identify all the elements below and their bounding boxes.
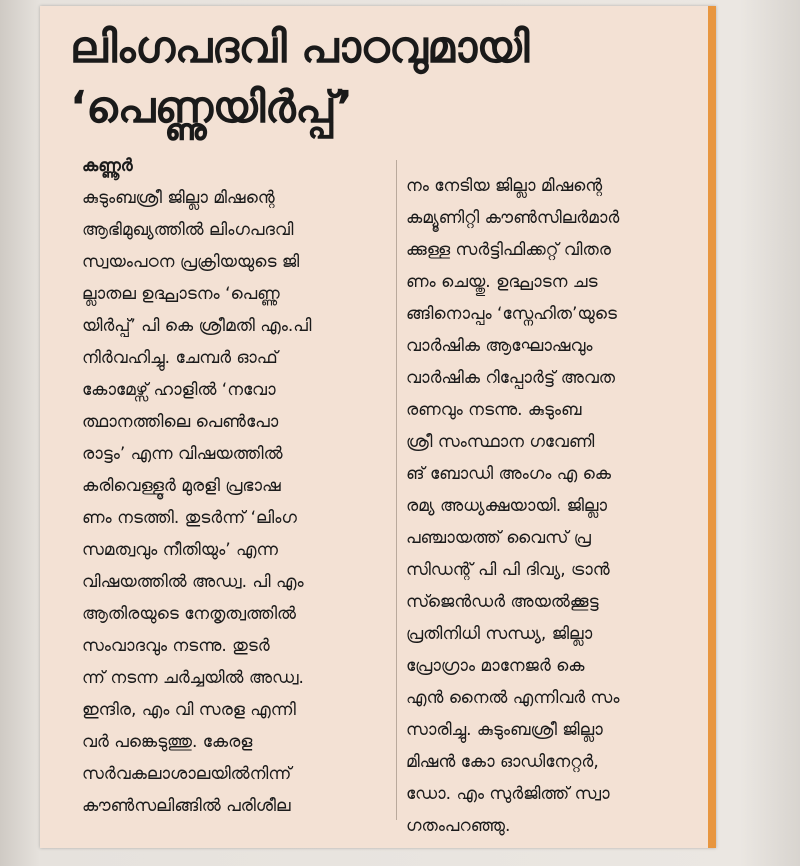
- article-line: പഞ്ചായത്ത് വൈസ് പ്ര: [406, 528, 591, 548]
- article-line: ങ് ബോഡി അംഗം എ കെ: [406, 464, 611, 484]
- article-line: കമ്യൂണിറ്റി കൗൺസിലർമാർ: [406, 208, 620, 228]
- article-line: ശ്രീ സംസ്ഥാന ഗവേണി: [406, 432, 595, 452]
- article-line: രമ്യ അധ്യക്ഷയായി. ജില്ലാ: [406, 496, 608, 516]
- article-line: ത്ഥാനത്തിലെ പെൺപോ: [82, 412, 279, 432]
- article-line: കോമേഴ്സ് ഹാളിൽ ‘നവോ: [82, 380, 276, 400]
- article-line: ന്ന് നടന്ന ചർച്ചയിൽ അഡ്വ.: [82, 668, 304, 688]
- headline-line-2: ‘പെണ്ണുയിർപ്പ്’: [70, 82, 353, 133]
- article-line: സംവാദവും നടന്നു. തുടർ: [82, 636, 270, 656]
- article-line: ഡോ. എം സുർജിത്ത് സ്വാ: [406, 784, 610, 804]
- headline-line-1: ലിംഗപദവി പാഠവുമായി: [70, 22, 529, 73]
- article-line: സ്ജെൻഡർ അയൽക്കൂട്ട: [406, 592, 599, 612]
- article-column-right: [406, 170, 706, 842]
- article-line: നിർവഹിച്ചു. ചേമ്പർ ഓഫ്: [82, 348, 278, 368]
- article-line: മിഷൻ കോ ഓഡിനേറ്റർ,: [406, 752, 599, 772]
- article-line: പ്രതിനിധി സന്ധ്യ, ജില്ലാ: [406, 624, 593, 644]
- article-line: കരിവെള്ളൂർ മുരളി പ്രഭാഷ: [82, 476, 281, 496]
- article-line: സ്വയംപഠന പ്രക്രിയയുടെ ജി: [82, 252, 300, 272]
- article-line: ങ്ങിനൊപ്പം ‘സ്നേഹിത’യുടെ: [406, 304, 617, 324]
- article-line: സർവകലാശാലയിൽനിന്ന്: [82, 764, 292, 784]
- article-line: സിഡന്റ് പി പി ദിവ്യ, ട്രാൻ: [406, 560, 610, 580]
- article-line: വിഷയത്തിൽ അഡ്വ. പി എം: [82, 572, 304, 592]
- article-line: ല്ലാതല ഉദ്ഘാടനം ‘പെണ്ണു: [82, 284, 280, 304]
- article-line: സമത്വവും നീതിയും’ എന്ന: [82, 540, 278, 560]
- article-column-left: [82, 150, 396, 822]
- article-line: എൻ നൈൽ എന്നിവർ സം: [406, 688, 620, 708]
- article-line: കുടുംബശ്രീ ജില്ലാ മിഷന്റെ: [82, 188, 275, 208]
- article-line: ഇന്ദിര, എം വി സരള എന്നി: [82, 700, 296, 720]
- headline: [70, 18, 690, 138]
- article-line: യിർപ്പ്’ പി കെ ശ്രീമതി എം.പി: [82, 316, 312, 336]
- article-line: ണം ചെയ്തു. ഉദ്ഘാടന ചട: [406, 272, 598, 292]
- article-line: രാട്ടം’ എന്ന വിഷയത്തിൽ: [82, 444, 283, 464]
- article-line: ആതിരയുടെ നേതൃത്വത്തിൽ: [82, 604, 296, 624]
- column-divider: [396, 160, 397, 820]
- article-line: ആഭിമുഖ്യത്തിൽ ലിംഗപദവി: [82, 220, 294, 240]
- article-line: പ്രോഗ്രാം മാനേജർ കെ: [406, 656, 585, 676]
- article-line: ഗതംപറഞ്ഞു.: [406, 816, 511, 836]
- article-line: രണവും നടന്നു. കുടുംബ: [406, 400, 582, 420]
- article-line: വർ പങ്കെടുത്തു. കേരള: [82, 732, 253, 752]
- article-line: ക്കുള്ള സർട്ടിഫിക്കറ്റ് വിതര: [406, 240, 611, 260]
- article-line: വാർഷിക റിപ്പോർട്ട് അവത: [406, 368, 615, 388]
- accent-bar: [708, 6, 716, 848]
- article-line: കൗൺസലിങ്ങിൽ പരിശീല: [82, 796, 291, 816]
- article-line: സാരിച്ചു. കുടുംബശ്രീ ജില്ലാ: [406, 720, 603, 740]
- dateline: കണ്ണൂർ: [82, 156, 133, 176]
- article-line: ണം നടത്തി. തുടർന്ന് ‘ലിംഗ: [82, 508, 297, 528]
- article-line: വാർഷിക ആഘോഷവും: [406, 336, 593, 356]
- article-line: നം നേടിയ ജില്ലാ മിഷന്റെ: [406, 176, 603, 196]
